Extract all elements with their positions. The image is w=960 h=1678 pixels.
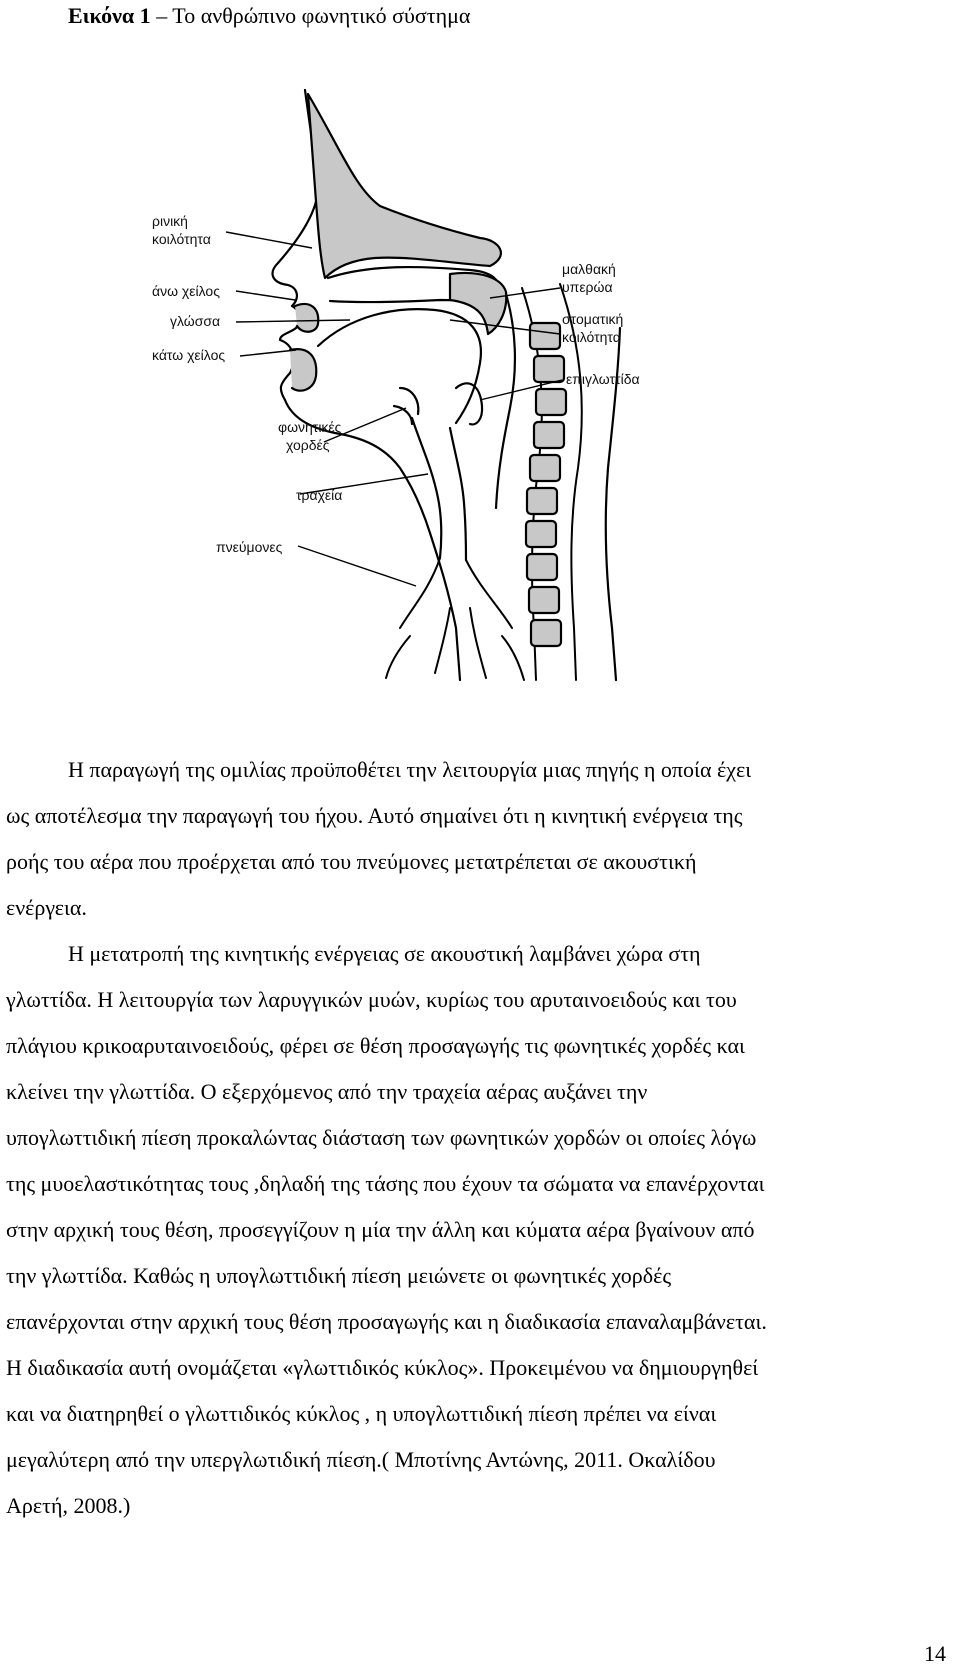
- label-epiglottis: επιγλωττίδα: [566, 371, 640, 387]
- label-lungs: πνεύμονες: [216, 539, 283, 555]
- body-line: και να διατηρηθεί ο γλωττιδικός κύκλος , η υπογλωττιδική πίεση πρέπει να είναι: [6, 1401, 717, 1426]
- vertebrae: [526, 323, 566, 646]
- label-oral-cavity-2: κοιλότητα: [562, 329, 621, 345]
- figure-caption-text: – Το ανθρώπινο φωνητικό σύστημα: [150, 3, 471, 28]
- vocal-system-diagram: [150, 88, 770, 683]
- label-oral-cavity-1: στοματική: [562, 311, 624, 327]
- trachea-shape-inner: [450, 428, 466, 560]
- label-tongue: γλώσσα: [170, 313, 221, 329]
- label-vocal-cords-1: φωνητικές: [278, 419, 342, 435]
- body-line: ως αποτέλεσμα την παραγωγή του ήχου. Αυτό σημαίνει ότι η κινητική ενέργεια της: [6, 803, 743, 828]
- label-nasal-cavity-1: ρινική: [152, 213, 188, 229]
- soft-palate: [450, 273, 506, 334]
- label-upper-lip: άνω χείλος: [152, 283, 220, 299]
- body-line: Αρετή, 2008.): [6, 1493, 131, 1518]
- body-line: Η μετατροπή της κινητικής ενέργειας σε ακουστική λαμβάνει χώρα στη: [68, 941, 701, 966]
- label-soft-palate-1: μαλθακή: [562, 261, 616, 277]
- body-line: Η διαδικασία αυτή ονομάζεται «γλωττιδικός κύκλος». Προκειμένου να δημιουργηθεί: [6, 1355, 759, 1380]
- larynx: [394, 388, 418, 424]
- diagram-labels: [152, 213, 640, 555]
- figure-caption-label: Εικόνα 1: [68, 3, 151, 28]
- page-number: 14: [924, 1641, 946, 1666]
- body-line: ενέργεια.: [6, 895, 87, 920]
- body-line: υπογλωττιδική πίεση προκαλώντας διάσταση των φωνητικών χορδών οι οποίες λόγω: [6, 1125, 757, 1150]
- body-line: Η παραγωγή της ομιλίας προϋποθέτει την λειτουργία μιας πηγής η οποία έχει: [68, 757, 752, 782]
- label-trachea: τραχεία: [296, 487, 343, 503]
- upper-teeth: [295, 304, 318, 332]
- body-line: πλάγιου κρικοαρυταινοειδούς, φέρει σε θέση προσαγωγής τις φωνητικές χορδές και: [6, 1033, 745, 1058]
- tongue: [318, 309, 481, 423]
- lower-jaw: [290, 349, 316, 391]
- body-line: γλωττίδα. Η λειτουργία των λαρυγγικών μυών, κυρίως του αρυταινοειδούς και του: [6, 987, 737, 1012]
- label-soft-palate-2: υπερώα: [562, 279, 613, 295]
- body-line: κλείνει την γλωττίδα. Ο εξερχόμενος από την τραχεία αέρας αυξάνει την: [6, 1079, 648, 1104]
- body-line: της μυοελαστικότητας τους ,δηλαδή της τάσης που έχουν τα σώματα να επανέρχονται: [6, 1171, 765, 1196]
- label-lower-lip: κάτω χείλος: [152, 347, 226, 363]
- nasal-cavity: [308, 94, 501, 278]
- body-paragraphs: [6, 747, 956, 1529]
- body-line: την γλωττίδα. Καθώς η υπογλωττιδική πίεση μειώνετε οι φωνητικές χορδές: [6, 1263, 672, 1288]
- trachea-shape: [412, 418, 441, 558]
- vocal-system-svg: [150, 88, 770, 683]
- body-line: στην αρχική τους θέση, προσεγγίζουν η μία την άλλη και κύματα αέρα βγαίνουν από: [6, 1217, 755, 1242]
- label-vocal-cords-2: χορδές: [286, 437, 330, 453]
- figure-caption: [68, 2, 470, 30]
- body-line: ροής του αέρα που προέρχεται από του πνεύμονες μετατρέπεται σε ακουστική: [6, 849, 697, 874]
- body-line: μεγαλύτερη από την υπεργλωτιδική πίεση.( Μποτίνης Αντώνης, 2011. Οκαλίδου: [6, 1447, 716, 1472]
- body-line: επανέρχονται στην αρχική τους θέση προσαγωγής και η διαδικασία επαναλαμβάνεται.: [6, 1309, 767, 1334]
- label-nasal-cavity-2: κοιλότητα: [152, 231, 211, 247]
